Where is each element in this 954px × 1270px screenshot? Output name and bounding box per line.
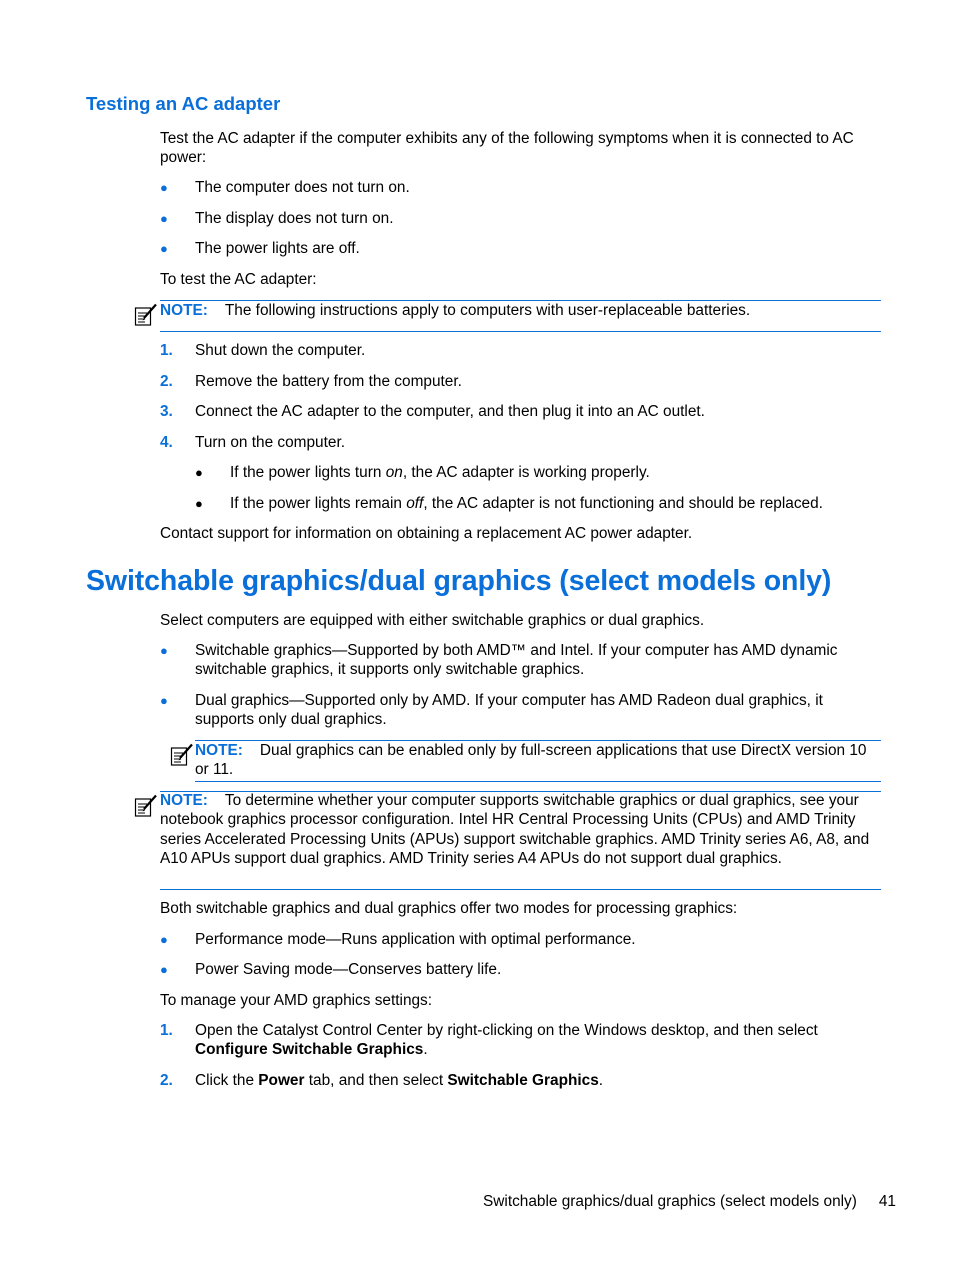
list-item: The display does not turn on. bbox=[195, 210, 394, 227]
step-number: 3. bbox=[160, 403, 173, 420]
bullet-icon: ● bbox=[160, 211, 168, 226]
note-bottom-rule bbox=[195, 781, 881, 782]
step-text: Shut down the computer. bbox=[195, 342, 366, 359]
paragraph: To manage your AMD graphics settings: bbox=[160, 992, 433, 1009]
sub-list-item: If the power lights turn on, the AC adapter is working properly. bbox=[230, 464, 650, 481]
note-text bbox=[195, 741, 880, 780]
note-body: To determine whether your computer supports switchable graphics or dual graphics, see your notebook graphics processor configuration. Intel HR Central Processing Units (CPUs) and AMD Trinity series Accelerated Processing Units (APUs) support switchable graphics. AMD Trinity series A6, A8, and A10 APUs support dual graphics. AMD Trinity series A4 APUs do not support dual graphics. bbox=[160, 792, 870, 868]
bullet-icon: ● bbox=[160, 241, 168, 256]
step-number: 2. bbox=[160, 373, 173, 390]
paragraph: Contact support for information on obtaining a replacement AC power adapter. bbox=[160, 525, 693, 542]
step-text: Open the Catalyst Control Center by right-clicking on the Windows desktop, and then select Configure Switchable Graphics. bbox=[195, 1022, 818, 1059]
note-bottom-rule bbox=[160, 889, 881, 890]
page-footer bbox=[483, 1192, 896, 1211]
sub-bullet-icon: ● bbox=[195, 496, 203, 511]
step-text: Click the Power tab, and then select Switchable Graphics. bbox=[195, 1072, 604, 1089]
note-label: NOTE: bbox=[160, 792, 208, 809]
bullet-icon: ● bbox=[160, 962, 168, 977]
footer-title: Switchable graphics/dual graphics (select models only) bbox=[483, 1193, 857, 1210]
bullet-icon: ● bbox=[160, 180, 168, 195]
step-text: Turn on the computer. bbox=[195, 434, 345, 451]
section-heading-switchable-graphics: Switchable graphics/dual graphics (select models only) bbox=[86, 565, 832, 597]
note-text bbox=[160, 791, 880, 869]
note-pencil-icon bbox=[170, 743, 194, 767]
step-number: 4. bbox=[160, 434, 173, 451]
section-heading-testing-ac-adapter: Testing an AC adapter bbox=[86, 93, 281, 114]
bullet-icon: ● bbox=[160, 693, 168, 708]
note-pencil-icon bbox=[134, 794, 158, 818]
paragraph: To test the AC adapter: bbox=[160, 271, 317, 288]
list-item: Switchable graphics—Supported by both AMD™ and Intel. If your computer has AMD dynamic switchable graphics, it supports only switchable graphics. bbox=[195, 642, 838, 679]
step-text: Remove the battery from the computer. bbox=[195, 373, 462, 390]
step-text: Connect the AC adapter to the computer, and then plug it into an AC outlet. bbox=[195, 403, 705, 420]
bullet-icon: ● bbox=[160, 932, 168, 947]
list-item: Dual graphics—Supported only by AMD. If your computer has AMD Radeon dual graphics, it supports only dual graphics. bbox=[195, 692, 823, 729]
note-body: Dual graphics can be enabled only by full-screen applications that use DirectX version 10 or 11. bbox=[195, 742, 867, 779]
note-bottom-rule bbox=[160, 331, 881, 332]
list-item: Performance mode—Runs application with optimal performance. bbox=[195, 931, 636, 948]
paragraph: Select computers are equipped with either switchable graphics or dual graphics. bbox=[160, 612, 705, 629]
sub-bullet-icon: ● bbox=[195, 465, 203, 480]
step-number: 1. bbox=[160, 1022, 173, 1039]
note-label: NOTE: bbox=[160, 302, 208, 319]
intro-paragraph: Test the AC adapter if the computer exhibits any of the following symptoms when it is connected to AC power: bbox=[160, 130, 854, 167]
step-number: 1. bbox=[160, 342, 173, 359]
list-item: Power Saving mode—Conserves battery life. bbox=[195, 961, 502, 978]
note-label: NOTE: bbox=[195, 742, 243, 759]
list-item: The computer does not turn on. bbox=[195, 179, 410, 196]
list-item: The power lights are off. bbox=[195, 240, 360, 257]
note-body: The following instructions apply to computers with user-replaceable batteries. bbox=[224, 302, 751, 319]
bullet-icon: ● bbox=[160, 643, 168, 658]
paragraph: Both switchable graphics and dual graphics offer two modes for processing graphics: bbox=[160, 900, 738, 917]
sub-list-item: If the power lights remain off, the AC adapter is not functioning and should be replaced. bbox=[230, 495, 823, 512]
page-number: 41 bbox=[878, 1193, 896, 1210]
step-number: 2. bbox=[160, 1072, 173, 1089]
note-text bbox=[160, 301, 880, 320]
note-pencil-icon bbox=[134, 303, 158, 327]
